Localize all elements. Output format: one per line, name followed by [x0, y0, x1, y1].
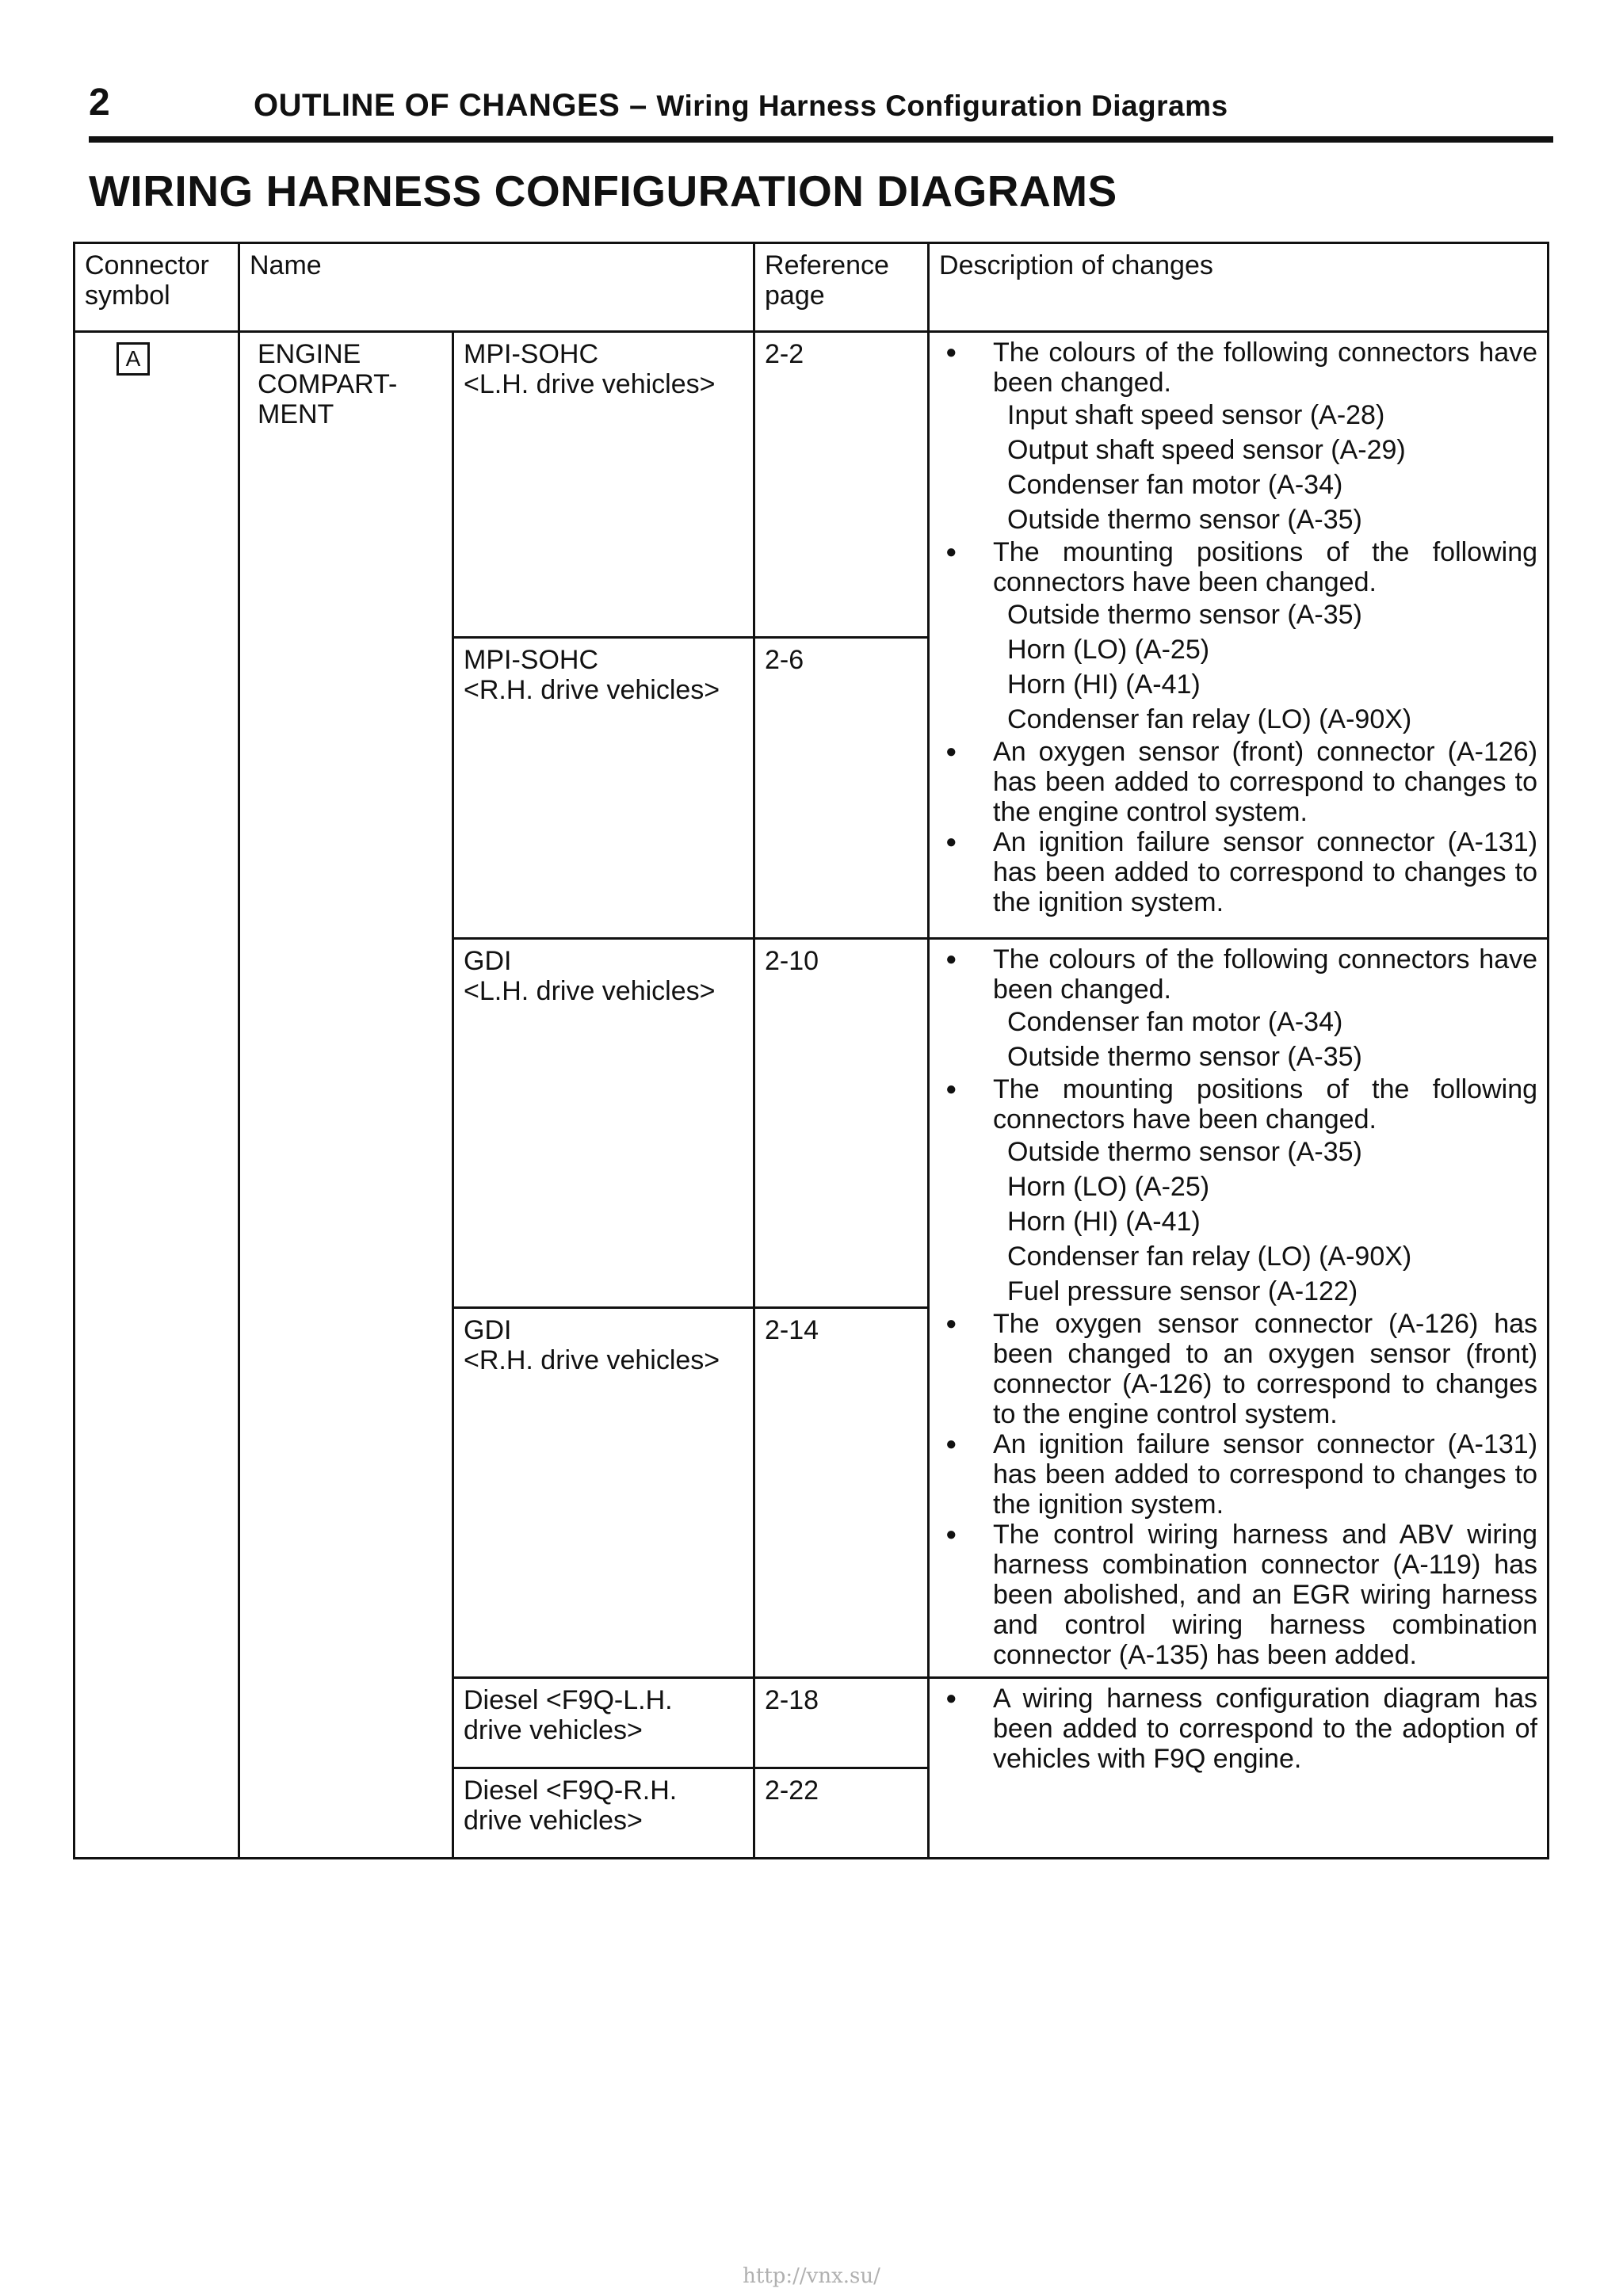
table-row	[74, 332, 1549, 638]
connector-list	[993, 1135, 1537, 1309]
connector-list	[993, 1005, 1537, 1074]
bullet-text: ● The control wiring harness and ABV wiring harness combination connector (A-119) has been abolished, and an EGR wiring harness and control wiring harness combination connector (A-135) has been added.	[993, 1520, 1538, 1670]
connector-item: Condenser fan motor (A-34)	[1007, 470, 1343, 500]
variant-drive: drive vehicles>	[464, 1806, 643, 1836]
connector-item: Horn (HI) (A-41)	[1007, 1207, 1201, 1237]
connector-list	[993, 597, 1537, 737]
description-cell	[929, 1678, 1549, 1859]
variant-name: Diesel <F9Q-L.H.	[464, 1685, 673, 1715]
page-title: WIRING HARNESS CONFIGURATION DIAGRAMS	[89, 166, 1117, 215]
connector-item: Condenser fan relay (LO) (A-90X)	[1007, 704, 1412, 734]
connector-item: Horn (HI) (A-41)	[1007, 669, 1201, 700]
variant-cell	[453, 1678, 754, 1768]
variant-name: GDI	[464, 1314, 512, 1345]
reference-page-cell: 2-18	[754, 1678, 929, 1768]
description-bullet	[939, 827, 1537, 917]
variant-name: MPI-SOHC	[464, 645, 598, 675]
variant-cell	[453, 638, 754, 939]
description-bullet	[939, 1309, 1537, 1429]
header-subsection: Wiring Harness Configuration Diagrams	[656, 90, 1228, 122]
variant-drive: <R.H. drive vehicles>	[464, 675, 720, 705]
col-name: Name	[239, 243, 754, 332]
connector-item: Outside thermo sensor (A-35)	[1007, 1137, 1362, 1167]
connector-symbol-cell	[74, 332, 239, 1859]
bullet-text: ● The mounting positions of the following connectors have been changed.	[993, 537, 1538, 597]
connector-item: Condenser fan motor (A-34)	[1007, 1007, 1343, 1037]
col-connector-symbol: Connector symbol	[74, 243, 239, 332]
bullet-text: ● The mounting positions of the following connectors have been changed.	[993, 1074, 1538, 1135]
bullet-text: ● A wiring harness configuration diagram has been added to correspond to the adoption of vehicles with F9Q engine.	[993, 1684, 1538, 1774]
connector-item: Horn (LO) (A-25)	[1007, 635, 1210, 665]
connector-item: Outside thermo sensor (A-35)	[1007, 600, 1362, 630]
reference-page-cell: 2-2	[754, 332, 929, 638]
description-list	[939, 944, 1537, 1670]
variant-cell	[453, 332, 754, 638]
variant-cell	[453, 939, 754, 1308]
connector-symbol-box: A	[116, 342, 150, 376]
connector-item: Fuel pressure sensor (A-122)	[1007, 1276, 1358, 1306]
description-bullet	[939, 1520, 1537, 1670]
description-bullet	[939, 338, 1537, 537]
reference-page-cell: 2-6	[754, 638, 929, 939]
variant-cell	[453, 1768, 754, 1859]
connector-item: Outside thermo sensor (A-35)	[1007, 505, 1362, 535]
variant-name: GDI	[464, 946, 512, 976]
bullet-text: ● The colours of the following connectors have been changed.	[993, 338, 1538, 398]
description-bullet	[939, 1429, 1537, 1520]
connector-item: Input shaft speed sensor (A-28)	[1007, 400, 1385, 430]
connector-list	[993, 398, 1537, 537]
page-header	[89, 79, 1553, 143]
changes-table	[73, 242, 1549, 1859]
variant-drive: <L.H. drive vehicles>	[464, 369, 716, 399]
variant-name: Diesel <F9Q-R.H.	[464, 1775, 678, 1806]
description-list	[939, 338, 1537, 917]
connector-item: Outside thermo sensor (A-35)	[1007, 1042, 1362, 1072]
col-reference-page: Reference page	[754, 243, 929, 332]
col-description: Description of changes	[929, 243, 1549, 332]
header-title	[254, 86, 1228, 126]
variant-name: MPI-SOHC	[464, 339, 598, 369]
bullet-text: ● An ignition failure sensor connector (A-131) has been added to correspond to changes to the ignition system.	[993, 1429, 1538, 1520]
description-list	[939, 1684, 1537, 1774]
description-bullet	[939, 737, 1537, 827]
bullet-text: ● An oxygen sensor (front) connector (A-126) has been added to correspond to changes to the engine control system.	[993, 737, 1538, 827]
variant-drive: <L.H. drive vehicles>	[464, 976, 716, 1006]
variant-cell	[453, 1307, 754, 1677]
description-bullet	[939, 1074, 1537, 1309]
group-name-cell: ENGINE COMPART- MENT	[239, 332, 453, 1859]
page-number: 2	[89, 82, 110, 124]
header-separator: –	[628, 88, 647, 123]
reference-page-cell: 2-22	[754, 1768, 929, 1859]
variant-drive: <R.H. drive vehicles>	[464, 1344, 720, 1375]
description-cell	[929, 939, 1549, 1678]
variant-drive: drive vehicles>	[464, 1715, 643, 1745]
connector-item: Condenser fan relay (LO) (A-90X)	[1007, 1241, 1412, 1272]
description-cell	[929, 332, 1549, 939]
bullet-text: ● The oxygen sensor connector (A-126) has been changed to an oxygen sensor (front) connector (A-126) to correspond to changes to the engine control system.	[993, 1309, 1538, 1429]
table-header-row	[74, 243, 1549, 332]
description-bullet	[939, 537, 1537, 737]
description-bullet	[939, 1684, 1537, 1774]
bullet-text: ● The colours of the following connectors have been changed.	[993, 944, 1538, 1005]
footer-url: http://vnx.su/	[743, 2264, 880, 2288]
header-section: OUTLINE OF CHANGES	[254, 88, 621, 123]
connector-item: Output shaft speed sensor (A-29)	[1007, 435, 1406, 465]
description-bullet	[939, 944, 1537, 1074]
bullet-text: ● An ignition failure sensor connector (A-131) has been added to correspond to changes to the ignition system.	[993, 827, 1538, 917]
reference-page-cell: 2-10	[754, 939, 929, 1308]
connector-item: Horn (LO) (A-25)	[1007, 1172, 1210, 1202]
reference-page-cell: 2-14	[754, 1307, 929, 1677]
